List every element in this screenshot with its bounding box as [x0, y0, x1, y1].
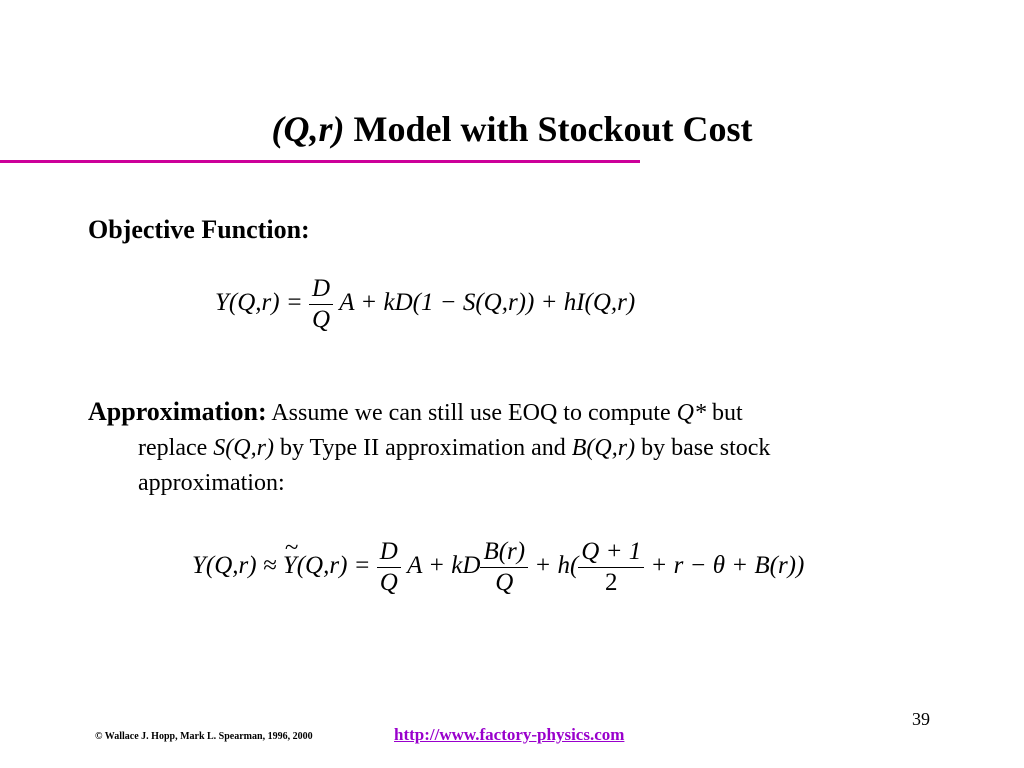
approximation-line-1	[88, 394, 948, 431]
approx-eq-ytilde-args: (Q,r) =	[296, 552, 371, 580]
objective-heading: Objective Function:	[88, 215, 310, 244]
slide-title-italic: (Q,r)	[271, 109, 345, 149]
approximation-qstar: Q*	[676, 400, 706, 426]
objective-eq-frac-num: D	[309, 274, 333, 305]
approx-eq-fraction-2	[480, 537, 528, 598]
approximation-heading: Approximation:	[88, 397, 267, 426]
title-underline	[0, 160, 640, 163]
approx-eq-f3-num: Q + 1	[578, 537, 644, 568]
approx-eq-tail: + r − θ + B(r))	[650, 552, 805, 580]
objective-eq-fraction	[309, 274, 333, 335]
approximation-paragraph	[88, 394, 948, 501]
approximation-text-4: by Type II approximation and	[279, 435, 566, 461]
approx-eq-fraction-1	[377, 537, 401, 598]
objective-equation	[215, 274, 635, 335]
objective-eq-frac-den: Q	[311, 306, 331, 333]
approx-eq-tilde-mark: ~	[284, 534, 299, 562]
objective-eq-lhs: Y(Q,r) =	[215, 289, 303, 317]
approximation-text-1: Assume we can still use EOQ to compute	[271, 400, 671, 426]
approximation-line-3	[88, 466, 948, 501]
approximation-equation	[192, 534, 805, 598]
approx-eq-fraction-3	[578, 537, 644, 598]
objective-eq-rhs: A + kD(1 − S(Q,r)) + hI(Q,r)	[339, 289, 636, 317]
approx-eq-h-part: + h(	[534, 552, 579, 580]
approximation-text-3: replace	[138, 435, 208, 461]
approx-eq-f2-num: B(r)	[480, 537, 528, 568]
approx-eq-f3-den: 2	[605, 569, 618, 596]
approximation-text-6: approximation:	[138, 470, 285, 496]
website-link[interactable]: http://www.factory-physics.com	[394, 725, 625, 744]
approx-eq-f2-den: Q	[495, 569, 514, 596]
approx-eq-f1-den: Q	[379, 569, 398, 596]
approx-eq-ytilde	[282, 534, 299, 581]
approx-eq-mid: A + kD	[407, 552, 481, 580]
approx-eq-lhs: Y(Q,r) ≈	[192, 552, 277, 580]
approximation-s-term: S(Q,r)	[213, 435, 274, 461]
page-number: 39	[912, 709, 930, 729]
slide-title	[0, 103, 1024, 155]
approx-eq-ytilde-letter: Y	[282, 552, 297, 580]
approximation-line-2	[88, 431, 948, 466]
copyright-notice: © Wallace J. Hopp, Mark L. Spearman, 1996, 2000	[95, 731, 313, 742]
approx-eq-f1-num: D	[377, 537, 401, 568]
approximation-b-term: B(Q,r)	[571, 435, 636, 461]
slide-title-rest: Model with Stockout Cost	[344, 109, 753, 149]
approximation-text-5: by base stock	[641, 435, 771, 461]
approximation-text-2: but	[711, 400, 743, 426]
